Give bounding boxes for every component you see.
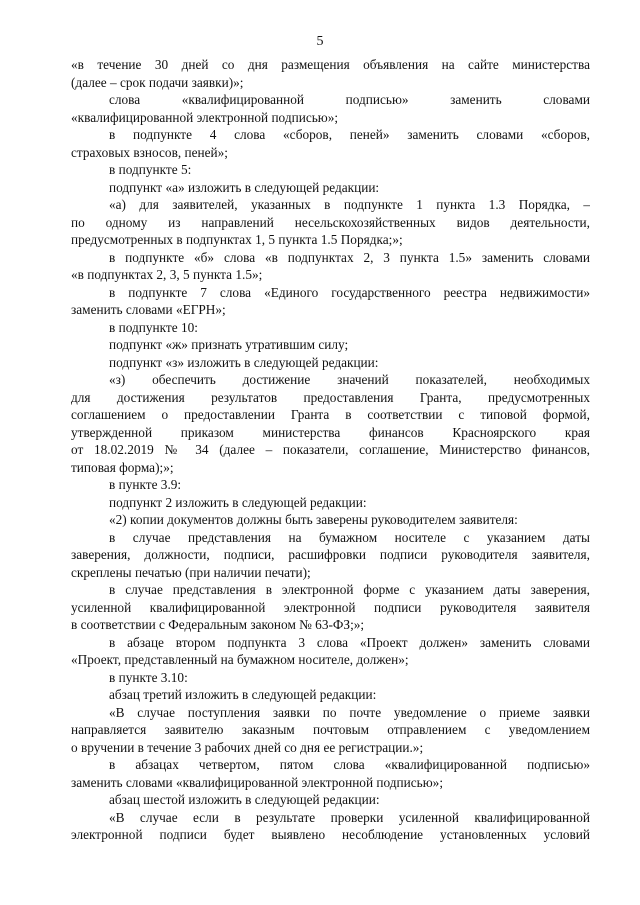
text-line: в подпункте «б» слова «в подпунктах 2, 3 пункта 1.5» заменить словами (109, 249, 590, 265)
text-line: соглашением о предоставлении Гранта в соответствии с типовой формой, (71, 407, 590, 422)
text-line: в абзаце втором подпункта 3 слова «Проект должен» заменить словами (109, 634, 590, 650)
text-line: подпункт «з» изложить в следующей редакции: (109, 354, 379, 370)
text-line: в пункте 3.10: (109, 669, 188, 685)
text-line: для достижения результатов предоставления Гранта, предусмотренных (71, 389, 590, 405)
text-line: в подпункте 5: (109, 162, 192, 177)
text-line: в случае представления в электронной форме с указанием даты заверения, (109, 582, 590, 597)
text-line: «квалифицированной электронной подписью»; (71, 109, 339, 125)
text-line: «в подпунктах 2, 3, 5 пункта 1.5»; (71, 267, 263, 282)
text-line: направляется заявителю заказным почтовым отправлением с уведомлением (71, 722, 590, 737)
text-line: от 18.02.2019 № 34 (далее – показатели, соглашение, Министерство финансов, (71, 442, 590, 457)
text-line: в абзацах четвертом, пятом слова «квалифицированной подписью» (109, 757, 590, 772)
text-line: слова «квалифицированной подписью» заменить словами (109, 92, 590, 107)
text-line: абзац шестой изложить в следующей редакции: (109, 792, 380, 807)
text-line: подпункт «ж» признать утратившим силу; (109, 337, 349, 352)
text-line: «а) для заявителей, указанных в подпункте 1 пункта 1.3 Порядка, – (109, 197, 590, 212)
text-line: в случае представления на бумажном носителе с указанием даты (109, 529, 590, 545)
text-line: типовая форма);»; (71, 459, 174, 475)
text-line: в подпункте 7 слова «Единого государственного реестра недвижимости» (109, 284, 590, 300)
text-line: в подпункте 4 слова «сборов, пеней» заменить словами «сборов, (109, 127, 590, 142)
text-line: утвержденной приказом министерства финансов Красноярского края (71, 424, 590, 440)
text-line: подпункт «а» изложить в следующей редакции: (109, 179, 380, 195)
text-line: «В случае поступления заявки по почте уведомление о приеме заявки (109, 704, 590, 720)
text-line: подпункт 2 изложить в следующей редакции: (109, 494, 367, 510)
text-line: «з) обеспечить достижение значений показателей, необходимых (109, 372, 590, 387)
text-line: в пункте 3.9: (109, 477, 182, 492)
text-line: о вручении в течение 3 рабочих дней со дня ее регистрации.»; (71, 739, 424, 755)
text-line: усиленной квалифицированной электронной подписи руководителя заявителя (71, 599, 590, 615)
text-line: заменить словами «квалифицированной электронной подписью»; (71, 774, 444, 790)
document-body (71, 56, 590, 844)
text-line: заменить словами «ЕГРН»; (71, 302, 226, 317)
text-line: по одному из направлений несельскохозяйственных видов деятельности, (71, 214, 590, 230)
text-line: скреплены печатью (при наличии печати); (71, 564, 311, 580)
text-line: «Проект, представленный на бумажном носителе, должен»; (71, 652, 409, 667)
text-line: «В случае если в результате проверки усиленной квалифицированной (109, 809, 590, 825)
text-line: «2) копии документов должны быть заверены руководителем заявителя: (109, 512, 518, 527)
text-line: страховых взносов, пеней»; (71, 144, 228, 160)
text-line: «в течение 30 дней со дня размещения объявления на сайте министерства (71, 57, 590, 72)
text-line: абзац третий изложить в следующей редакции: (109, 687, 377, 702)
text-line: электронной подписи будет выявлено несоблюдение установленных условий (71, 827, 590, 842)
text-line: предусмотренных в подпунктах 1, 5 пункта 1.5 Порядка;»; (71, 232, 403, 247)
text-line: в соответствии с Федеральным законом № 63-ФЗ;»; (71, 617, 365, 632)
text-line: заверения, должности, подписи, расшифровки подписи руководителя заявителя, (71, 547, 590, 562)
page-number: 5 (316, 34, 324, 49)
text-line: (далее – срок подачи заявки)»; (71, 74, 244, 90)
text-line: в подпункте 10: (109, 319, 198, 335)
